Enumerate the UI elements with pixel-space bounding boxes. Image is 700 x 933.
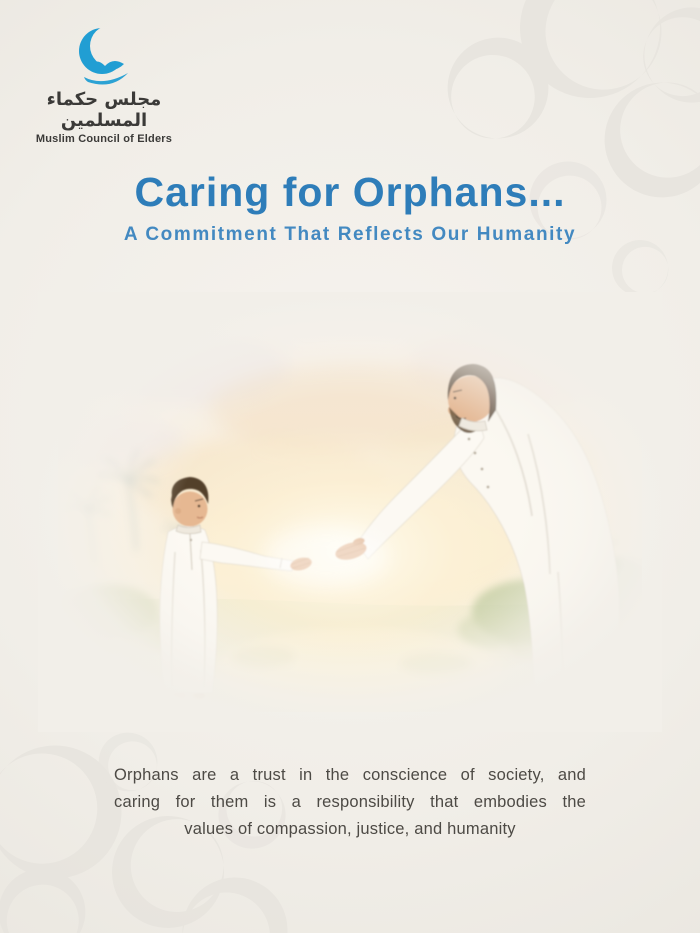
poster-title: Caring for Orphans... [134, 169, 566, 215]
orphan-care-illustration [58, 312, 642, 712]
hands-glow [264, 527, 388, 587]
message-line: Orphans are a trust in the conscience of society, and [114, 766, 586, 784]
poster-subtitle: A Commitment That Reflects Our Humanity [123, 224, 577, 245]
brand-logo [28, 26, 180, 145]
boy-foot [173, 693, 185, 700]
title-block [0, 170, 700, 246]
footer-message [114, 762, 586, 843]
message-line: values of compassion, justice, and humanity [184, 820, 516, 838]
brand-name-english: Muslim Council of Elders [35, 133, 173, 146]
swirl-ornament-top-right [428, 0, 700, 305]
boy-foot [193, 693, 205, 700]
message-line: caring for them is a responsibility that embodies the [114, 793, 586, 811]
watercolor-scene [58, 312, 642, 712]
brand-name-arabic: مجلس حكماء المسلمين [46, 89, 162, 131]
crescent-dove-icon [75, 26, 133, 88]
